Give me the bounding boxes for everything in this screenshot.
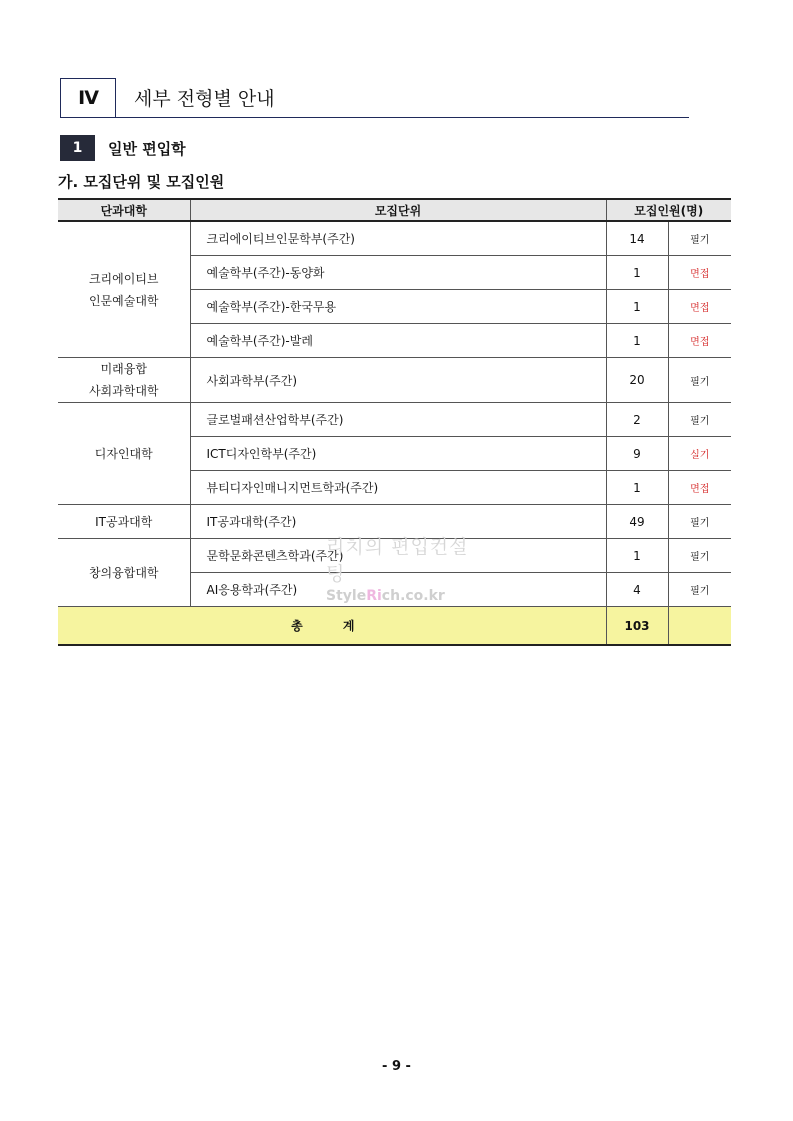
method-cell: 필기 [668, 505, 731, 539]
method-cell: 필기 [668, 221, 731, 256]
unit-cell: 사회과학부(주간) [190, 358, 606, 403]
total-empty-cell [668, 607, 731, 646]
count-cell: 1 [606, 256, 668, 290]
header-college: 단과대학 [58, 199, 190, 221]
college-cell: 창의융합대학 [58, 539, 190, 607]
method-cell: 면접 [668, 290, 731, 324]
unit-cell: IT공과대학(주간) [190, 505, 606, 539]
subsection-badge: 1 [60, 135, 95, 161]
count-cell: 20 [606, 358, 668, 403]
page-number: - 9 - [382, 1059, 411, 1074]
table-row [58, 358, 731, 403]
count-cell: 1 [606, 539, 668, 573]
total-label: 총 계 [58, 607, 606, 646]
section-title: 세부 전형별 안내 [134, 88, 275, 110]
count-cell: 4 [606, 573, 668, 607]
unit-cell: ICT디자인학부(주간) [190, 437, 606, 471]
table-row [58, 539, 731, 573]
method-cell: 필기 [668, 358, 731, 403]
count-cell: 14 [606, 221, 668, 256]
count-cell: 1 [606, 471, 668, 505]
unit-cell: AI응용학과(주간) [190, 573, 606, 607]
count-cell: 1 [606, 290, 668, 324]
unit-cell: 크리에이티브인문학부(주간) [190, 221, 606, 256]
method-cell: 면접 [668, 471, 731, 505]
college-cell: 미래융합 사회과학대학 [58, 358, 190, 403]
method-cell: 필기 [668, 403, 731, 437]
unit-cell: 뷰티디자인매니지먼트학과(주간) [190, 471, 606, 505]
college-cell: 디자인대학 [58, 403, 190, 505]
table-row [58, 403, 731, 437]
unit-cell: 예술학부(주간)-동양화 [190, 256, 606, 290]
total-row [58, 607, 731, 646]
count-cell: 49 [606, 505, 668, 539]
table-row [58, 221, 731, 256]
method-cell: 면접 [668, 324, 731, 358]
total-count: 103 [606, 607, 668, 646]
college-cell: 크리에이티브 인문예술대학 [58, 221, 190, 358]
method-cell: 필기 [668, 539, 731, 573]
method-cell: 면접 [668, 256, 731, 290]
method-cell: 필기 [668, 573, 731, 607]
method-cell: 실기 [668, 437, 731, 471]
table-body [58, 221, 731, 645]
unit-cell: 예술학부(주간)-한국무용 [190, 290, 606, 324]
watermark-text-highlight: Ri [366, 588, 382, 604]
recruitment-table [58, 198, 731, 646]
section-header [60, 78, 689, 119]
unit-cell: 글로벌패션산업학부(주간) [190, 403, 606, 437]
list-title: 가. 모집단위 및 모집인원 [58, 173, 225, 191]
header-unit: 모집단위 [190, 199, 606, 221]
table-row [58, 505, 731, 539]
watermark-text-b: ch.co.kr [381, 588, 445, 604]
table-header-row [58, 199, 731, 221]
unit-cell: 예술학부(주간)-발레 [190, 324, 606, 358]
college-cell: IT공과대학 [58, 505, 190, 539]
section-number: Ⅳ [60, 78, 116, 117]
section-underline [60, 117, 689, 118]
subsection-title: 일반 편입학 [108, 140, 186, 158]
count-cell: 1 [606, 324, 668, 358]
watermark-text-a: Style [326, 588, 367, 604]
header-count: 모집인원(명) [606, 199, 731, 221]
count-cell: 9 [606, 437, 668, 471]
count-cell: 2 [606, 403, 668, 437]
watermark-line1: 리치의 편입컨설팅 [326, 536, 469, 585]
unit-cell: 문학문화콘텐츠학과(주간) [190, 539, 606, 573]
